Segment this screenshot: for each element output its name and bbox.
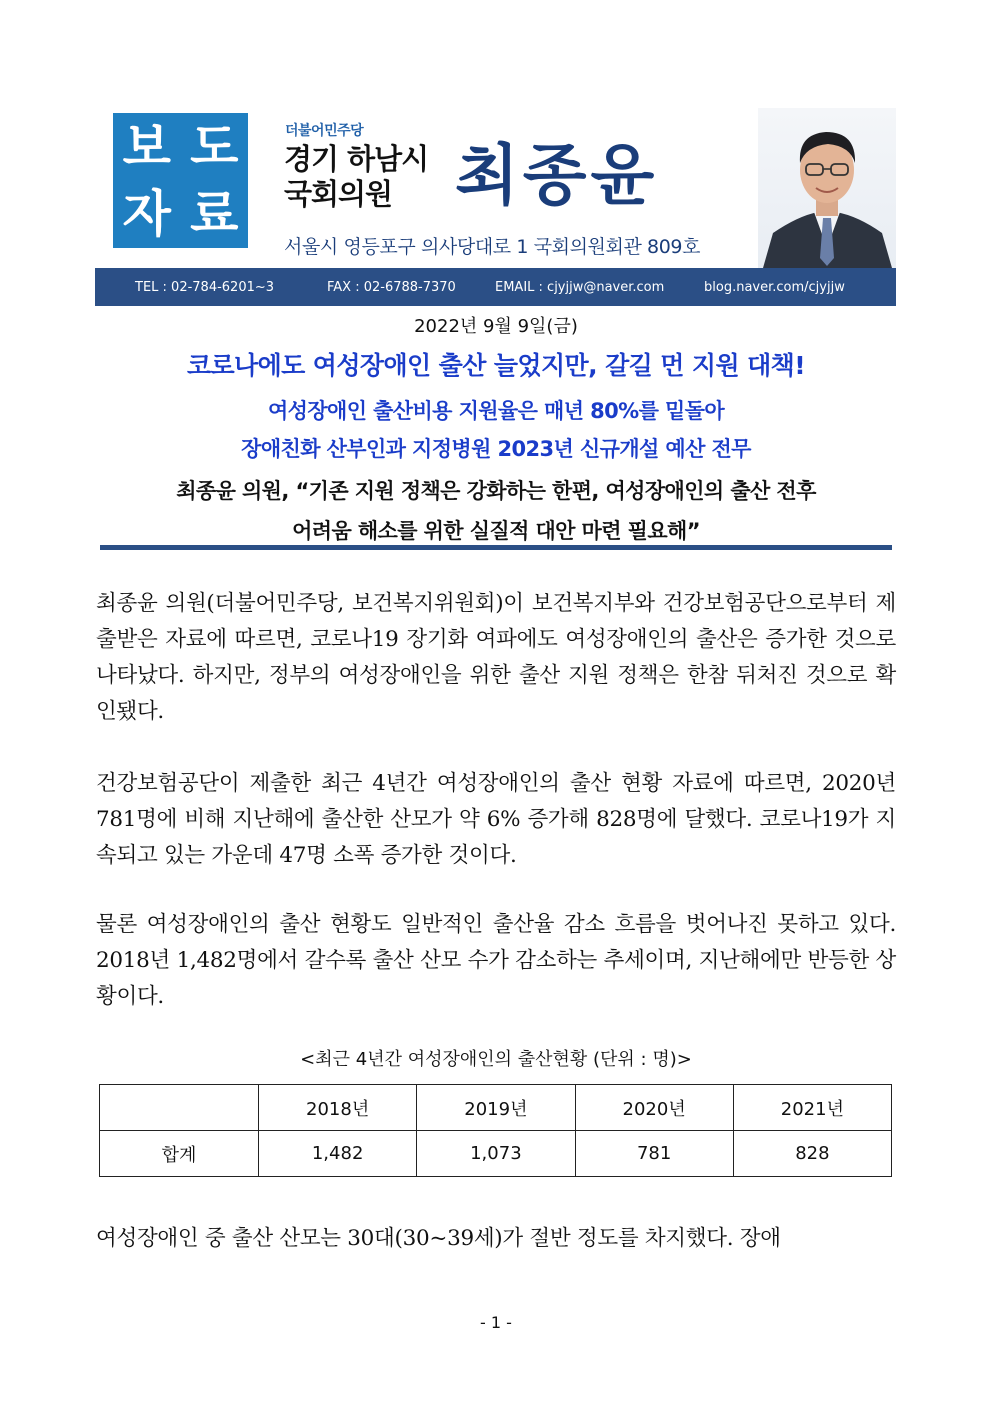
body-paragraph-2: 건강보험공단이 제출한 최근 4년간 여성장애인의 출산 현황 자료에 따르면, 2020년 781명에 비해 지난해에 출산한 산모가 약 6% 증가해 828명에 달했다. 코로나19가 지속되고 있는 가운데 47명 소폭 증가한 것이다. [96,771,896,868]
press-release-badge [113,113,248,248]
table-header-cell: 2020년 [575,1085,733,1131]
headline-divider [100,545,892,550]
badge-char-3: 자 [113,181,181,249]
badge-char-1: 보 [113,113,181,181]
table-row-label: 합계 [100,1131,259,1177]
member-region [284,142,428,212]
table-cell: 781 [575,1131,733,1177]
headline-sub-1: 여성장애인 출산비용 지원율은 매년 80%를 밑돌아 [267,399,725,423]
table-cell: 1,073 [417,1131,575,1177]
party-logo: 더불어민주당 [285,123,364,139]
headline-quote-1: 최종윤 의원, “기존 지원 정책은 강화하는 한편, 여성장애인의 출산 전후 [176,479,816,503]
table-cell: 1,482 [259,1131,417,1177]
body-paragraph-3: 물론 여성장애인의 출산 현황도 일반적인 출산율 감소 흐름을 벗어나진 못하고 있다. 2018년 1,482명에서 갈수록 출산 산모 수가 감소하는 추세이며, 지난해에만 반등한 상황이다. [96,912,896,1009]
body-paragraph-1: 최종윤 의원(더불어민주당, 보건복지위원회)이 보건복지부와 건강보험공단으로부터 제출받은 자료에 따르면, 코로나19 장기화 여파에도 여성장애인의 출산은 증가한 것으로 나타났다. 하지만, 정부의 여성장애인을 위한 출산 지원 정책은 한참 뒤처진 것으로 확인됐다. [96,591,896,724]
badge-char-2: 도 [181,113,249,181]
contact-fax: FAX : 02-6788-7370 [327,279,456,295]
contact-bar [95,268,896,306]
headline-sub-2: 장애친화 산부인과 지정병원 2023년 신규개설 예산 전무 [241,437,751,461]
body-paragraph-4: 여성장애인 중 출산 산모는 30대(30~39세)가 절반 정도를 차지했다. 장애 [96,1226,781,1251]
table-header-row [100,1085,892,1131]
table-caption: <최근 4년간 여성장애인의 출산현황 (단위 : 명)> [300,1049,692,1070]
table-header-cell: 2018년 [259,1085,417,1131]
office-address: 서울시 영등포구 의사당대로 1 국회의원회관 809호 [284,236,701,258]
region-line-2: 국회의원 [284,176,393,211]
table-header-cell: 2019년 [417,1085,575,1131]
portrait-image [758,108,896,268]
contact-tel: TEL : 02-784-6201~3 [135,279,275,295]
table-cell: 828 [733,1131,891,1177]
member-photo [758,108,896,268]
table-row [100,1131,892,1177]
table-header-cell: 2021년 [733,1085,891,1131]
contact-blog: blog.naver.com/cjyjjw [704,279,845,295]
member-name: 최종윤 [455,137,659,214]
table-header-cell [100,1085,259,1131]
badge-char-4: 료 [181,181,249,249]
headline-quote-2: 어려움 해소를 위한 실질적 대안 마련 필요해” [292,519,700,543]
headline-title: 코로나에도 여성장애인 출산 늘었지만, 갈길 먼 지원 대책! [186,351,806,380]
contact-email: EMAIL : cjyjjw@naver.com [495,279,665,295]
page-number: - 1 - [480,1313,512,1332]
region-line-1: 경기 하남시 [284,142,429,176]
release-date: 2022년 9월 9일(금) [414,316,578,337]
birth-stats-table [99,1084,892,1177]
